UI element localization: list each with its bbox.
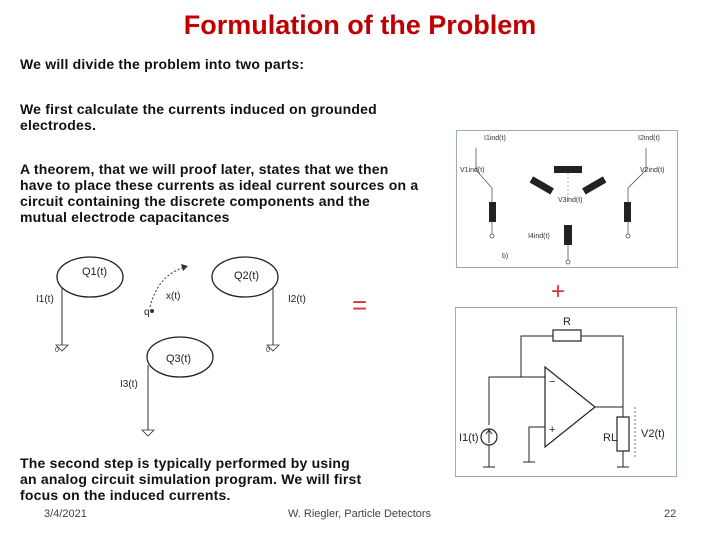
electrode-top — [554, 166, 582, 173]
page-number: 22 — [664, 508, 677, 520]
i2-label: I2(t) — [288, 294, 306, 305]
theorem-text: A theorem, that we will proof later, states that we then have to place these currents as ideal current sources on a circuit containing the discrete components and the mutual electrode capacitances — [20, 161, 419, 225]
electrode-left — [530, 176, 554, 194]
i4-ind-label: I4ind(t) — [528, 233, 550, 240]
electrode-bottom — [564, 225, 572, 245]
feedback-resistor — [553, 330, 581, 341]
output-voltage-label: V2(t) — [641, 428, 665, 440]
electrode-lower-right — [624, 202, 631, 222]
ground-label-1: 0 — [55, 347, 59, 354]
electrode-right — [582, 176, 606, 194]
footer-date: 3/4/2021 — [44, 508, 87, 520]
electrode-lower-left — [489, 202, 496, 222]
footer-author: W. Riegler, Particle Detectors — [288, 508, 432, 520]
plus-sign: + — [551, 278, 566, 305]
op-amp-minus: − — [549, 376, 556, 388]
ground-icon — [483, 462, 629, 467]
ground-label-2: 0 — [266, 347, 270, 354]
charge-label: q — [144, 307, 150, 318]
equals-sign: = — [352, 290, 368, 320]
induced-charges-figure — [30, 245, 330, 445]
figure-caption: b) — [502, 253, 509, 260]
v2-ind-label: V2ind(t) — [640, 167, 665, 174]
q3-label: Q3(t) — [166, 353, 192, 365]
amplifier-circuit-figure — [455, 307, 677, 477]
intro-text: We will divide the problem into two parts: — [20, 56, 305, 72]
q1-label: Q1(t) — [82, 266, 108, 278]
v3-ind-label: V3ind(t) — [558, 197, 583, 204]
q2-label: Q2(t) — [234, 270, 260, 282]
i1-ind-label: I1ind(t) — [484, 135, 506, 142]
v1-ind-label: V1ind(t) — [460, 167, 485, 174]
source-current-label: I1(t) — [459, 432, 479, 444]
point-charge — [150, 309, 154, 313]
electrode-circuit-figure — [456, 130, 678, 268]
resistor-label: R — [563, 316, 571, 328]
position-label: x(t) — [166, 291, 181, 302]
i2-ind-label: I2ind(t) — [638, 135, 660, 142]
i3-label: I3(t) — [120, 379, 138, 390]
step-two-text: The second step is typically performed by using an analog circuit simulation program. We will first focus on the induced currents. — [20, 455, 362, 503]
slide-title: Formulation of the Problem — [183, 10, 537, 40]
load-resistor — [617, 417, 629, 451]
step-one-text: We first calculate the currents induced on grounded electrodes. — [20, 101, 377, 133]
op-amp-plus: + — [549, 424, 556, 436]
load-resistor-label: RL — [603, 432, 618, 444]
i1-label: I1(t) — [36, 294, 54, 305]
